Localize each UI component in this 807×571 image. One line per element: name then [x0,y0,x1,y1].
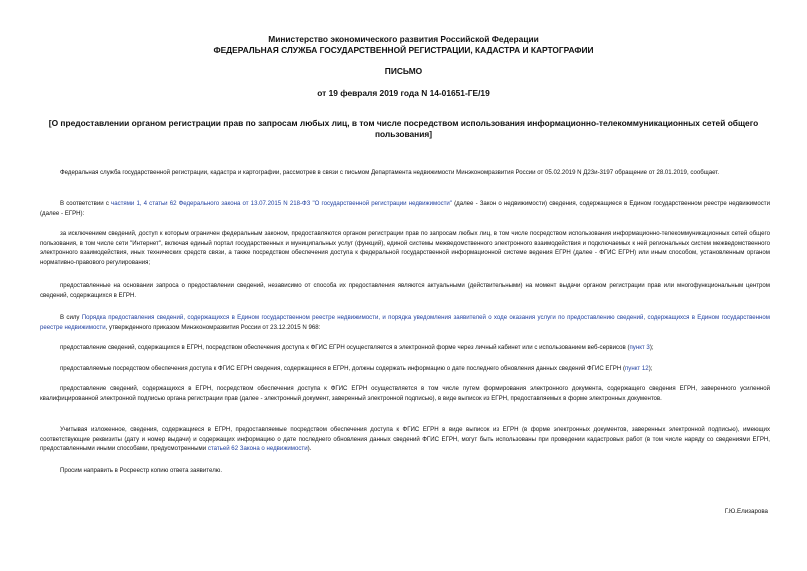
ministry-name: Министерство экономического развития Российской Федерации [268,34,539,44]
text: ). [307,445,312,453]
text: В силу [60,314,82,321]
procedure-order-link[interactable]: Порядка предоставления сведений, содержащихся в Едином государственном реестре недвижимости, и порядка уведомления заявителей о ходе оказания услуги по предоставлению сведений, содержащихся в Едином государственном реестре недвижимости [40,314,770,331]
document-date-number: от 19 февраля 2019 года N 14-01651-ГЕ/19 [317,88,490,98]
text: предоставляемые посредством обеспечения доступа к ФГИС ЕГРН сведения, содержащиеся в ЕГРН, должны содержать информацию о дате последнего обновления данных сведений ФГИС ЕГРН ( [60,365,625,372]
text: ); [648,365,653,372]
paragraph-electronic-document: предоставление сведений, содержащихся в ЕГРН, посредством обеспечения доступа к ФГИС ЕГРН осуществляется в том числе путем формирования электронного документа, содержащего сведения ЕГРН, заверенного усиленной квалифицированной электронной подписью органа регистрации прав (далее - электронный документ, заверенный электронной подписью), в виде выписок из ЕГРН, предоставляемых в форме электронных документов. [40,385,770,402]
document-title: [О предоставлении органом регистрации прав по запросам любых лиц, в том числе посредством использования информационно-телекоммуникационных сетей общего пользования] [48,118,759,139]
law-article-62-link[interactable]: частями 1, 4 статьи 62 Федерального закона от 13.07.2015 N 218-ФЗ "О государственной регистрации недвижимости" [111,200,452,207]
service-name: ФЕДЕРАЛЬНАЯ СЛУЖБА ГОСУДАРСТВЕННОЙ РЕГИСТРАЦИИ, КАДАСТРА И КАРТОГРАФИИ [213,45,594,55]
text: предоставление сведений, содержащихся в ЕГРН, посредством обеспечения доступа к ФГИС ЕГРН осуществляется в электронной форме через личный кабинет или с использованием веб-сервисов ( [60,344,630,351]
article-62-link[interactable]: статьей 62 Закона о недвижимости [207,445,308,453]
text: (далее - Закон о недвижимости) сведения, содержащиеся в Едином государственном реестре недвижимости (далее - ЕГРН): [40,200,771,217]
paragraph-request: Просим направить в Росреестр копию ответа заявителю. [60,467,223,474]
paragraph-intro: Федеральная служба государственной регистрации, кадастра и картографии, рассмотрев в связи с письмом Департамента недвижимости Минэкономразвития России от 05.02.2019 N Д23и-3197 обращение от 28.01.2019, сообщает. [60,169,720,176]
text: В соответствии с [60,200,112,207]
paragraph-electronic-form [40,343,770,353]
text: ); [649,344,654,351]
text: , утвержденного приказом Минэкономразвития России от 23.12.2015 N 968: [105,323,321,331]
paragraph-actuality: предоставленные на основании запроса о предоставлении сведений, независимо от способа их предоставления являются актуальными (действительными) на момент выдачи органом регистрации прав или многофункциональным центром сведений, содержащихся в ЕГРН. [40,282,770,299]
text: Учитывая изложенное, сведения, содержащиеся в ЕГРН, предоставляемые посредством обеспечения доступа к ФГИС ЕГРН в виде выписок из ЕГРН (в форме электронных документов, заверенных электронной подписью), имеющих соответствующие реквизиты (дату и номер выдачи) и содержащих информацию о дате последнего обновления данных сведений ФГИС ЕГРН, могут быть использованы при проведении кадастровых работ (в том числе наряду со сведениями ЕГРН, предоставленными иными способами, предусмотренными [40,426,770,453]
item-12-link[interactable]: пункт 12 [624,365,649,372]
signature: Г.Ю.Елизарова [724,508,768,515]
paragraph-update-date [40,364,770,374]
document-type: ПИСЬМО [384,66,423,76]
paragraph-access-provision: за исключением сведений, доступ к которым ограничен федеральным законом, предоставляются органом регистрации прав по запросам любых лиц, в том числе посредством использования информационно-телекоммуникационных сетей общего пользования, в том числе сети "Интернет", включая единый портал государственных и муниципальных услуг (функций), единой системы межведомственного электронного взаимодействия и подключаемых к ней региональных систем межведомственного электронного взаимодействия, иных технических средств связи, а также посредством обеспечения доступа к федеральной государственной информационной системе ведения ЕГРН (далее - ФГИС ЕГРН) или иным способом, установленным органом нормативно-правового регулирования; [40,230,770,266]
paragraph-procedure [40,313,770,332]
paragraph-conclusion [40,425,770,454]
item-3-link[interactable]: пункт 3 [629,344,650,351]
paragraph-law-reference [40,199,770,218]
